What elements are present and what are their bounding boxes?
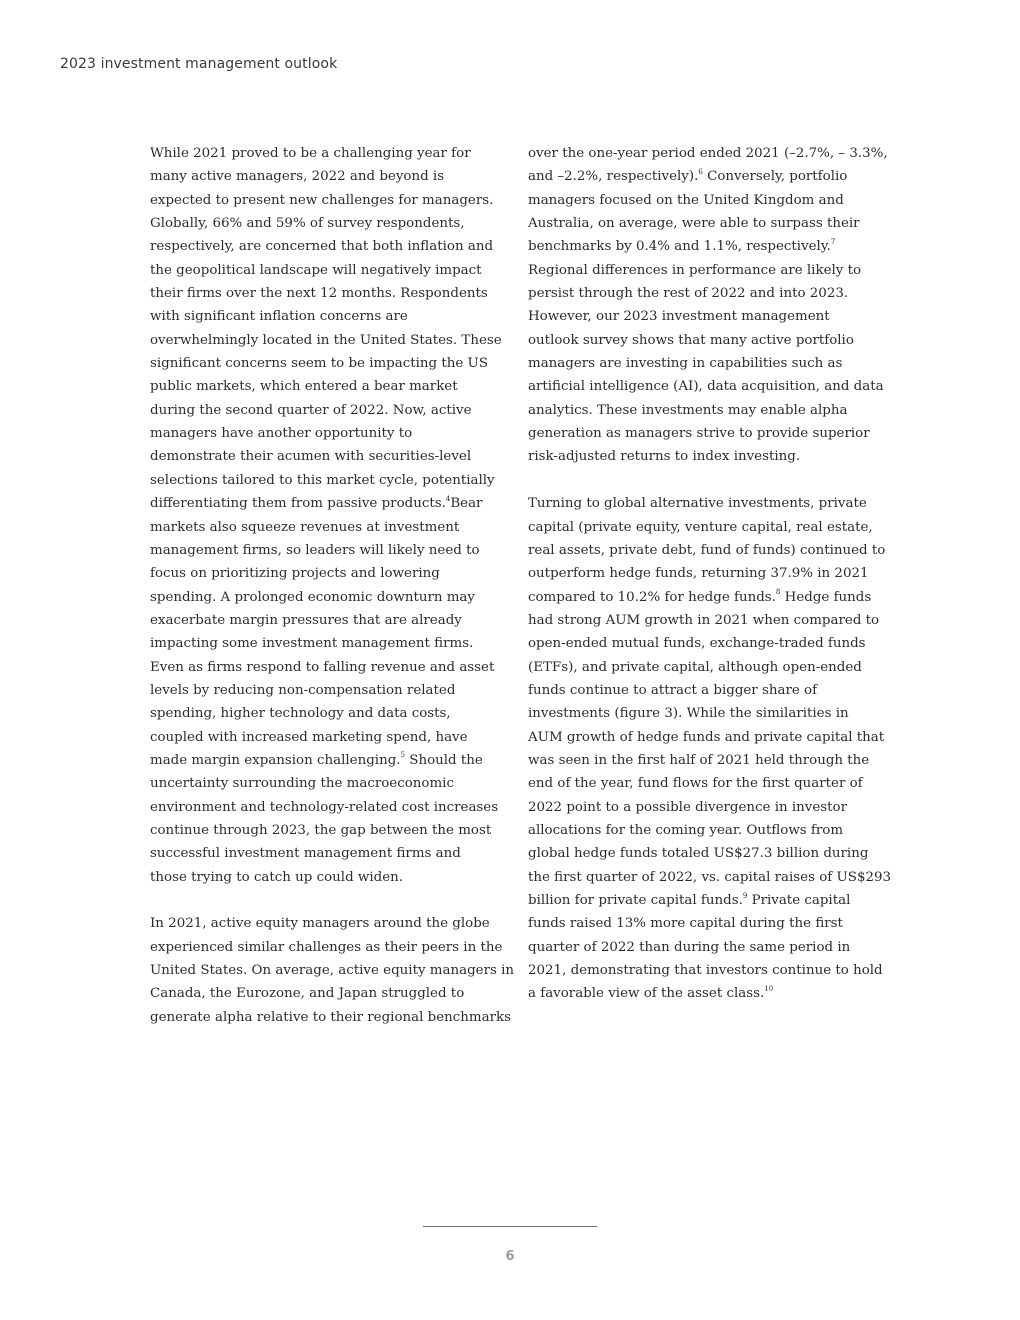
body-text-line: Australia, on average, were able to surpass their [528, 216, 860, 232]
body-text-line: Turning to global alternative investments, private [528, 496, 867, 512]
body-text-line: capital (private equity, venture capital, real estate, [528, 519, 873, 535]
body-text-line [528, 982, 878, 1005]
body-text-line: coupled with increased marketing spend, have [150, 729, 468, 745]
body-text: differentiating them from passive products. [150, 496, 446, 512]
body-text-line: exacerbate margin pressures that are already [150, 612, 462, 628]
body-text-line: the first quarter of 2022, vs. capital raises of US$293 [528, 869, 892, 885]
body-text-line [528, 165, 878, 188]
body-text-line: managers are investing in capabilities such as [528, 356, 843, 372]
footnote-ref-8[interactable]: 8 [775, 588, 781, 597]
body-text-line: generate alpha relative to their regional benchmarks [150, 1009, 511, 1025]
body-text-line: global hedge funds totaled US$27.3 billion during [528, 846, 869, 862]
body-text-line: expected to present new challenges for managers. [150, 192, 494, 208]
body-text: a favorable view of the asset class. [528, 986, 765, 1002]
body-text-line: persist through the rest of 2022 and into 2023. [528, 286, 849, 302]
body-text-line [150, 492, 496, 515]
body-text-line: Globally, 66% and 59% of survey respondents, [150, 216, 465, 232]
body-text-line: funds continue to attract a bigger share of [528, 682, 818, 698]
body-text-line: managers have another opportunity to [150, 426, 413, 442]
body-text-line: AUM growth of hedge funds and private capital that [528, 729, 885, 745]
body-text-line: While 2021 proved to be a challenging year for [150, 146, 471, 161]
body-text-line: Regional differences in performance are likely to [528, 262, 862, 278]
right-column [528, 142, 892, 1006]
body-text: compared to 10.2% for hedge funds. [528, 589, 776, 605]
body-text-line: environment and technology-related cost increases [150, 799, 499, 815]
body-text-line: funds raised 13% more capital during the first [528, 916, 843, 932]
body-text-line: management firms, so leaders will likely need to [150, 542, 480, 558]
footnote-ref-4[interactable]: 4 [445, 494, 451, 503]
body-text-line: In 2021, active equity managers around the globe [150, 916, 490, 932]
body-text-line: Even as firms respond to falling revenue and asset [150, 659, 495, 675]
body-text-line [528, 586, 878, 609]
body-text-line: uncertainty surrounding the macroeconomic [150, 776, 454, 792]
body-text-line: outlook survey shows that many active portfolio [528, 332, 854, 348]
running-header-title: 2023 investment management outlook [60, 56, 338, 72]
body-text-line: public markets, which entered a bear market [150, 379, 458, 395]
body-text-line: markets also squeeze revenues at investment [150, 519, 460, 535]
body-text-line: end of the year, fund flows for the first quarter of [528, 776, 863, 792]
body-text-line: selections tailored to this market cycle, potentially [150, 472, 495, 488]
body-text-line: 2022 point to a possible divergence in investor [528, 799, 847, 815]
body-text-line: significant concerns seem to be impacting the US [150, 356, 488, 372]
body-text-line: with significant inflation concerns are [150, 309, 408, 325]
body-text-line: during the second quarter of 2022. Now, active [150, 402, 472, 418]
footnote-ref-10[interactable]: 10 [764, 984, 774, 993]
body-text: Conversely, portfolio [702, 169, 848, 185]
body-text-line: quarter of 2022 than during the same period in [528, 939, 851, 955]
body-text-line: levels by reducing non-compensation related [150, 682, 456, 698]
body-text-line: United States. On average, active equity managers in [150, 963, 514, 979]
body-text-line: risk-adjusted returns to index investing. [528, 449, 801, 465]
body-text-line: was seen in the first half of 2021 held through the [528, 752, 870, 768]
page-number: 6 [505, 1249, 515, 1264]
body-text-line: outperform hedge funds, returning 37.9% in 2021 [528, 566, 869, 582]
body-text-line: continue through 2023, the gap between the most [150, 822, 492, 838]
body-text-line: managers focused on the United Kingdom and [528, 192, 844, 208]
body-text-line: analytics. These investments may enable alpha [528, 402, 848, 418]
body-text-line: many active managers, 2022 and beyond is [150, 169, 445, 185]
body-text-line: (ETFs), and private capital, although open-ended [528, 659, 862, 675]
body-text: benchmarks by 0.4% and 1.1%, respectively. [528, 239, 831, 255]
body-text-line: those trying to catch up could widen. [150, 869, 404, 885]
paragraph-spacer [150, 889, 496, 912]
body-text-line: their firms over the next 12 months. Respondents [150, 286, 488, 302]
body-text: Should the [405, 752, 483, 768]
body-text-line: 2021, demonstrating that investors continue to hold [528, 963, 883, 979]
footnote-ref-5[interactable]: 5 [400, 751, 406, 760]
body-text-line: experienced similar challenges as their peers in the [150, 939, 503, 955]
body-text-line: allocations for the coming year. Outflows from [528, 822, 844, 838]
body-text-line: artificial intelligence (AI), data acquisition, and data [528, 379, 884, 395]
body-text-line: real assets, private debt, fund of funds) continued to [528, 542, 886, 558]
body-text-line: had strong AUM growth in 2021 when compared to [528, 612, 880, 628]
body-text-line: the geopolitical landscape will negatively impact [150, 262, 482, 278]
body-text-line [150, 749, 496, 772]
body-text-line: demonstrate their acumen with securities-level [150, 449, 472, 465]
body-text-line: generation as managers strive to provide superior [528, 426, 870, 442]
body-text: billion for private capital funds. [528, 893, 743, 908]
body-text-line: spending. A prolonged economic downturn may [150, 589, 475, 605]
body-text-line: overwhelmingly located in the United States. These [150, 332, 502, 348]
body-text-line: impacting some investment management firms. [150, 636, 474, 652]
body-text-line: spending, higher technology and data costs, [150, 706, 451, 722]
body-text-line: open-ended mutual funds, exchange-traded funds [528, 636, 866, 652]
body-text: and –2.2%, respectively). [528, 169, 699, 185]
body-text-line: respectively, are concerned that both inflation and [150, 239, 494, 255]
body-text: Private capital [747, 893, 851, 908]
body-text: Bear [450, 496, 483, 512]
left-column [150, 142, 514, 1029]
body-text-line [528, 235, 878, 258]
footnote-ref-9[interactable]: 9 [742, 891, 748, 900]
body-text-line: focus on prioritizing projects and lowering [150, 566, 440, 582]
body-text-line: investments (figure 3). While the similarities in [528, 706, 849, 722]
body-text-line: over the one-year period ended 2021 (–2.7%, – 3.3%, [528, 146, 888, 161]
paragraph-spacer [528, 469, 878, 492]
body-text-line: Canada, the Eurozone, and Japan struggled to [150, 986, 465, 1002]
footer-divider [423, 1226, 597, 1227]
body-text: Hedge funds [780, 589, 872, 605]
footnote-ref-6[interactable]: 6 [698, 167, 703, 176]
body-text-line: However, our 2023 investment management [528, 309, 830, 325]
body-text: made margin expansion challenging. [150, 752, 401, 768]
body-text-line: successful investment management firms and [150, 846, 461, 862]
footnote-ref-7[interactable]: 7 [830, 237, 836, 246]
body-text-line [528, 889, 878, 912]
